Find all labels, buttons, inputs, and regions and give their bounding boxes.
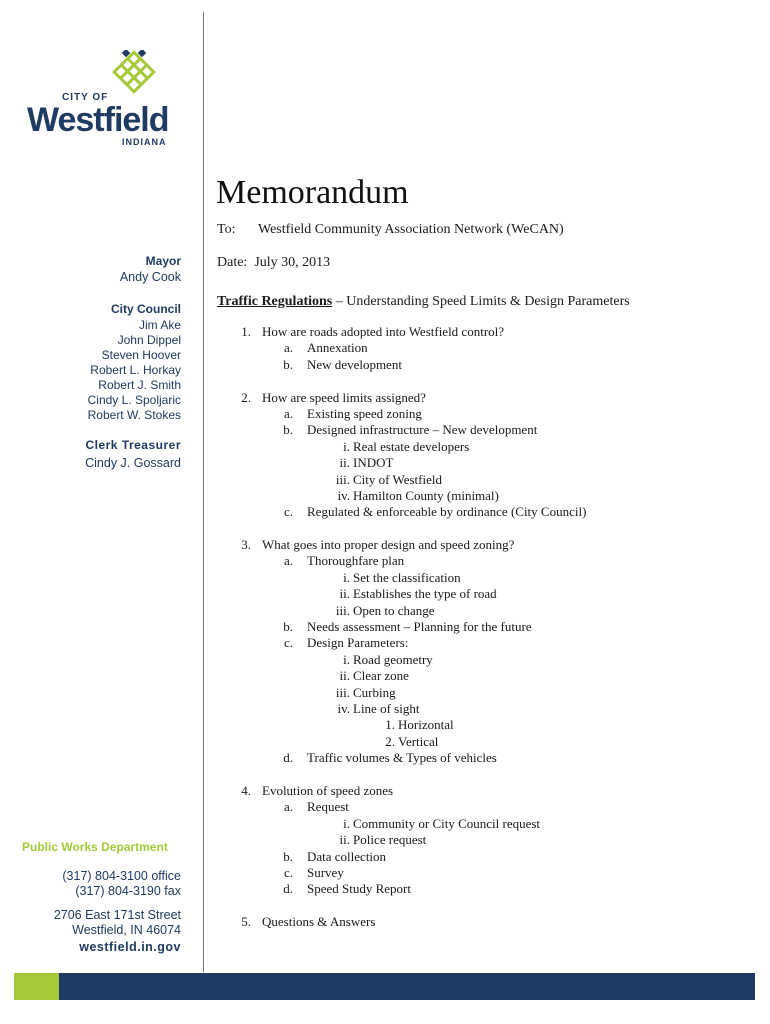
outline-text: Survey: [307, 864, 344, 880]
outline-marker: d.: [283, 881, 293, 897]
to-label: To:: [217, 222, 236, 237]
outline-marker: b.: [283, 848, 293, 864]
sidebar-divider: [203, 12, 204, 972]
council-member: Robert W. Stokes: [87, 408, 181, 422]
outline-item: [217, 881, 757, 897]
outline-text: Existing speed zoning: [307, 405, 422, 421]
outline-marker: iii.: [335, 684, 350, 700]
outline-text: Vertical: [398, 733, 439, 749]
outline-text: Thoroughfare plan: [307, 553, 405, 569]
outline-text: Community or City Council request: [353, 815, 541, 831]
outline-marker: ii.: [339, 668, 350, 684]
outline-marker: c.: [283, 635, 293, 651]
outline-text: Establishes the type of road: [353, 586, 497, 602]
outline-marker: i.: [343, 651, 350, 667]
outline-item: [217, 586, 757, 602]
outline-marker: i.: [343, 438, 350, 454]
outline-item: [217, 537, 757, 553]
department-heading: Public Works Department: [22, 840, 168, 854]
outline-text: Speed Study Report: [307, 881, 411, 897]
outline-marker: ii.: [339, 455, 350, 471]
outline-text: Traffic volumes & Types of vehicles: [307, 750, 497, 766]
outline-text: Questions & Answers: [262, 914, 376, 930]
footer-accent: [14, 973, 59, 1000]
outline-marker: b.: [283, 356, 293, 372]
outline-marker: 1.: [385, 717, 395, 733]
outline-item: [217, 783, 757, 799]
memo-outline: [217, 324, 757, 930]
outline-marker: 3.: [241, 537, 251, 553]
council-member: Cindy L. Spoljaric: [87, 393, 181, 407]
outline-item: [217, 340, 757, 356]
outline-marker: i.: [343, 815, 350, 831]
council-member: Jim Ake: [138, 318, 181, 332]
outline-item: [217, 635, 757, 651]
outline-marker: 2.: [385, 733, 395, 749]
outline-item: [217, 652, 757, 668]
outline-text: Open to change: [353, 602, 435, 618]
outline-item: [217, 439, 757, 455]
outline-marker: iv.: [337, 700, 350, 716]
outline-item: [217, 914, 757, 930]
outline-text: Set the classification: [353, 569, 461, 585]
outline-marker: b.: [283, 619, 293, 635]
outline-item: [217, 717, 757, 733]
phone-fax: (317) 804-3190 fax: [75, 884, 181, 898]
memo-date-row: [217, 255, 330, 271]
outline-text: How are speed limits assigned?: [262, 389, 426, 405]
outline-marker: a.: [283, 553, 293, 569]
outline-marker: ii.: [339, 832, 350, 848]
outline-marker: iii.: [335, 602, 350, 618]
outline-text: Police request: [353, 832, 427, 848]
logo-city-of: CITY OF: [62, 92, 109, 103]
outline-item: [217, 422, 757, 438]
outline-marker: ii.: [339, 586, 350, 602]
logo-state: INDIANA: [122, 137, 167, 147]
outline-text: Annexation: [307, 340, 368, 356]
mayor-heading: Mayor: [145, 254, 181, 268]
memo-subject: [217, 294, 630, 310]
outline-text: What goes into proper design and speed zoning?: [262, 537, 515, 553]
address-line-1: 2706 East 171st Street: [53, 908, 181, 922]
council-member: Robert L. Horkay: [90, 363, 181, 377]
clerk-heading: Clerk Treasurer: [85, 438, 181, 452]
outline-item: [217, 357, 757, 373]
address: [54, 908, 181, 938]
outline-item: [217, 406, 757, 422]
outline-spacer: [217, 373, 757, 389]
outline-marker: c.: [283, 864, 293, 880]
outline-item: [217, 488, 757, 504]
outline-item: [217, 849, 757, 865]
outline-marker: 4.: [241, 782, 251, 798]
outline-text: Line of sight: [353, 700, 420, 716]
outline-item: [217, 603, 757, 619]
outline-item: [217, 570, 757, 586]
to-value: Westfield Community Association Network (WeCAN): [258, 222, 564, 237]
council-heading: City Council: [110, 302, 181, 316]
contact-phones: [62, 869, 181, 899]
outline-marker: 5.: [241, 914, 251, 930]
outline-item: [217, 668, 757, 684]
outline-text: Needs assessment – Planning for the future: [307, 619, 532, 635]
council-list: [88, 318, 181, 423]
phone-office: (317) 804-3100 office: [62, 869, 181, 883]
website-link[interactable]: westfield.in.gov: [79, 940, 181, 954]
outline-marker: 1.: [241, 324, 251, 339]
outline-marker: 2.: [241, 389, 251, 405]
outline-text: Clear zone: [353, 668, 409, 684]
memo-to-row: [217, 222, 564, 238]
clerk-name: Cindy J. Gossard: [85, 456, 181, 470]
outline-text: INDOT: [353, 455, 394, 471]
outline-marker: d.: [283, 750, 293, 766]
outline-text: Regulated & enforceable by ordinance (City Council): [307, 504, 587, 520]
outline-spacer: [217, 898, 757, 914]
outline-item: [217, 390, 757, 406]
council-member: Robert J. Smith: [98, 378, 181, 392]
outline-text: Real estate developers: [353, 438, 470, 454]
outline-text: Horizontal: [398, 717, 454, 733]
outline-text: Evolution of speed zones: [262, 782, 394, 798]
outline-item: [217, 685, 757, 701]
outline-text: Curbing: [353, 684, 396, 700]
date-value: July 30, 2013: [254, 255, 331, 270]
outline-text: How are roads adopted into Westfield control?: [262, 324, 505, 339]
outline-text: Road geometry: [353, 651, 433, 667]
outline-marker: iv.: [337, 487, 350, 503]
outline-text: New development: [307, 356, 402, 372]
outline-text: Hamilton County (minimal): [353, 487, 499, 503]
outline-text: Data collection: [307, 848, 387, 864]
subject-topic: Traffic Regulations: [217, 294, 333, 309]
outline-item: [217, 865, 757, 881]
outline-item: [217, 472, 757, 488]
outline-marker: c.: [283, 504, 293, 520]
footer-bar: [59, 973, 755, 1000]
outline-text: Request: [307, 799, 349, 815]
outline-marker: a.: [283, 799, 293, 815]
outline-item: [217, 504, 757, 520]
outline-item: [217, 324, 757, 340]
address-line-2: Westfield, IN 46074: [72, 923, 181, 937]
outline-item: [217, 553, 757, 569]
outline-item: [217, 799, 757, 815]
date-label: Date:: [217, 255, 248, 270]
outline-item: [217, 816, 757, 832]
outline-item: [217, 619, 757, 635]
outline-marker: iii.: [335, 471, 350, 487]
council-member: John Dippel: [117, 333, 181, 347]
outline-item: [217, 750, 757, 766]
outline-text: City of Westfield: [353, 471, 442, 487]
memo-title: Memorandum: [216, 174, 409, 211]
outline-item: [217, 701, 757, 717]
outline-item: [217, 455, 757, 471]
logo-city-name: Westfield: [27, 101, 169, 139]
outline-text: Design Parameters:: [307, 635, 409, 651]
council-member: Steven Hoover: [101, 348, 181, 362]
outline-item: [217, 832, 757, 848]
outline-text: Designed infrastructure – New development: [307, 422, 538, 438]
logo-mark-icon: [114, 52, 154, 92]
outline-spacer: [217, 767, 757, 783]
outline-item: [217, 734, 757, 750]
outline-marker: a.: [283, 405, 293, 421]
mayor-name: Andy Cook: [119, 270, 181, 284]
outline-marker: i.: [343, 569, 350, 585]
outline-marker: a.: [283, 340, 293, 356]
outline-spacer: [217, 521, 757, 537]
subject-description: – Understanding Speed Limits & Design Parameters: [332, 294, 630, 309]
outline-marker: b.: [283, 422, 293, 438]
